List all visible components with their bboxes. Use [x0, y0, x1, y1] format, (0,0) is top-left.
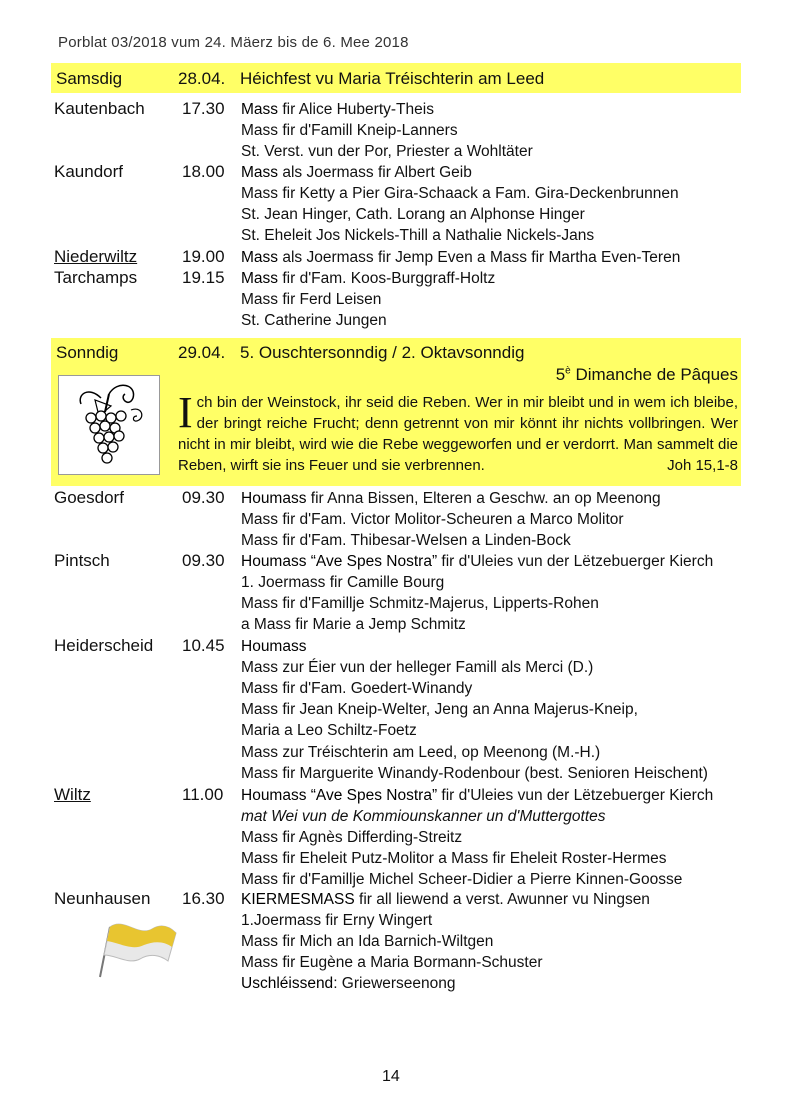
mass-intention-line — [241, 164, 472, 182]
intention-text: fir d'Uleies vun der Lëtzebuerger Kierch — [437, 553, 714, 570]
sunday-date: 29.04. — [178, 343, 226, 362]
mass-intention-line — [241, 532, 571, 550]
place-name: Kautenbach — [54, 99, 145, 118]
mass-type: Houmass “Ave Spes Nostra” — [241, 787, 438, 804]
grapes-illustration — [58, 375, 160, 475]
intention-text: 1. Joermass fir Camille Bourg — [241, 574, 445, 592]
mass-intention-line — [241, 101, 434, 119]
mass-type: KIERMESMASS — [241, 891, 355, 908]
intention-text: fir Alice Huberty-Theis — [278, 101, 434, 118]
mass-intention-line — [241, 511, 624, 529]
mass-type: Houmass — [241, 490, 307, 507]
sunday-subtitle: $5^è$ Dimanche de Pâques — [555, 365, 738, 384]
saturday-title: Héichfest vu Maria Tréischterin am Leed — [240, 69, 545, 88]
mass-intention-line — [241, 595, 599, 613]
mass-time: 10.45 — [182, 636, 225, 655]
intention-text: Mass fir Eheleit Putz-Molitor a Mass fir Eheleit Roster-Hermes — [241, 850, 667, 868]
gospel-quote — [178, 388, 738, 476]
mass-intention-line — [241, 143, 533, 161]
intention-text: Mass fir Mich an Ida Barnich-Wiltgen — [241, 933, 494, 951]
mass-intention-line — [241, 975, 456, 993]
intention-text: Mass fir d'Fam. Victor Molitor-Scheuren a Marco Molitor — [241, 511, 624, 529]
intention-text: Mass fir d'Famillje Schmitz-Majerus, Lipperts-Rohen — [241, 595, 599, 613]
mass-intention-line — [241, 680, 472, 698]
intention-text: a Mass fir Marie a Jemp Schmitz — [241, 616, 466, 634]
page-number: 14 — [382, 1068, 400, 1085]
intention-text: fir d'Fam. Koos-Burggraff-Holtz — [278, 270, 496, 287]
place-name: Heiderscheid — [54, 636, 154, 655]
intention-text: Mass fir d'Famillje Michel Scheer-Didier a Pierre Kinnen-Goosse — [241, 871, 683, 889]
mass-intention-line — [241, 490, 661, 508]
mass-type: Mass — [241, 249, 279, 266]
place-name: Neunhausen — [54, 889, 151, 908]
mass-intention-line — [241, 291, 381, 309]
mass-intention-line — [241, 227, 594, 245]
quote-reference: Joh 15,1-8 — [667, 457, 738, 474]
papal-flag-illustration — [94, 915, 186, 983]
mass-time: 09.30 — [182, 551, 225, 570]
page-header: Porblat 03/2018 vum 24. Mäerz bis de 6. Mee 2018 — [58, 34, 409, 51]
intention-text: Mass fir d'Famill Kneip-Lanners — [241, 122, 458, 140]
intention-text: Mass fir Jean Kneip-Welter, Jeng an Anna Majerus-Kneip, — [241, 701, 638, 719]
mass-intention-line — [241, 616, 466, 634]
mass-intention-line — [241, 954, 543, 972]
place-name: Tarchamps — [54, 268, 138, 287]
mass-intention-line — [241, 701, 638, 719]
intention-text: Mass fir d'Fam. Goedert-Winandy — [241, 680, 473, 698]
mass-intention-line — [241, 933, 493, 951]
intention-text: Mass fir Marguerite Winandy-Rodenbour (best. Senioren Heischent) — [241, 764, 708, 782]
intention-text: St. Eheleit Jos Nickels-Thill a Nathalie Nickels-Jans — [241, 227, 595, 245]
intention-text: fir Anna Bissen, Elteren a Geschw. an op Meenong — [306, 490, 661, 507]
mass-intention-line — [241, 638, 306, 656]
mass-time: 09.30 — [182, 488, 225, 507]
mass-intention-line — [241, 249, 680, 267]
mass-intention-line — [241, 722, 417, 740]
place-name: Kaundorf — [54, 162, 123, 181]
mass-type: Mass — [241, 101, 279, 118]
place-name: Wiltz — [54, 785, 91, 804]
quote-text: ch bin der Weinstock, ihr seid die Reben. Wer in mir bleibt und in wem ich bleibe, der bringt reiche Frucht; denn getrennt von mir könnt ihr nichts vollbringen. Wer nicht in mir bleibt, wird wie die Rebe weggeworfen und er verdorrt. Man sammelt die Reben, wirft sie ins Feuer und sie verbrennen. — [178, 394, 738, 474]
mass-time: 18.00 — [182, 162, 225, 181]
intention-text: Mass fir Agnès Differding-Streitz — [241, 829, 463, 847]
saturday-day-label: Samsdig — [56, 69, 123, 88]
mass-intention-line — [241, 206, 585, 224]
mass-intention-line — [241, 574, 444, 592]
intention-text: St. Jean Hinger, Cath. Lorang an Alphonse Hinger — [241, 206, 585, 224]
mass-time: 17.30 — [182, 99, 225, 118]
intention-text: Mass zur Éier vun der helleger Famill als Merci (D.) — [241, 659, 594, 677]
mass-intention-line — [241, 659, 593, 677]
mass-intention-line — [241, 185, 679, 203]
mass-time: 19.00 — [182, 247, 225, 266]
intention-text: Mass zur Tréischterin am Leed, op Meenong (M.-H.) — [241, 743, 601, 761]
mass-type: Mass — [241, 164, 279, 181]
mass-intention-line — [241, 553, 713, 571]
mass-intention-line — [241, 850, 667, 868]
mass-intention-line — [241, 122, 458, 140]
place-name: Goesdorf — [54, 488, 124, 507]
intention-text: mat Wei vun de Kommiounskanner un d'Muttergottes — [241, 808, 606, 826]
mass-intention-line — [241, 891, 650, 909]
mass-type: Houmass — [241, 638, 307, 655]
intention-text: Mass fir Ketty a Pier Gira-Schaack a Fam. Gira-Deckenbrunnen — [241, 185, 679, 203]
quote-drop-cap: I — [178, 388, 193, 437]
intention-text: Mass fir d'Fam. Thibesar-Welsen a Linden-Bock — [241, 532, 571, 550]
intention-text: Maria a Leo Schiltz-Foetz — [241, 722, 417, 740]
mass-type: Uschléissend — [241, 975, 334, 993]
saturday-date: 28.04. — [178, 69, 226, 88]
place-name: Pintsch — [54, 551, 110, 570]
mass-type: Houmass “Ave Spes Nostra” — [241, 553, 438, 570]
intention-text: 1.Joermass fir Erny Wingert — [241, 912, 433, 930]
mass-time: 16.30 — [182, 889, 225, 908]
mass-intention-line — [241, 808, 606, 826]
intention-text: St. Verst. vun der Por, Priester a Wohltäter — [241, 143, 533, 161]
mass-intention-line — [241, 270, 495, 288]
mass-intention-line — [241, 829, 462, 847]
mass-intention-line — [241, 871, 682, 889]
intention-text: als Joermass fir Albert Geib — [278, 164, 472, 181]
mass-intention-line — [241, 787, 713, 805]
sunday-title: 5. Ouschtersonndig / 2. Oktavsonndig — [240, 343, 525, 362]
intention-text: Mass fir Ferd Leisen — [241, 291, 382, 309]
intention-text: Mass fir Eugène a Maria Bormann-Schuster — [241, 954, 543, 972]
mass-time: 19.15 — [182, 268, 225, 287]
mass-intention-line — [241, 912, 432, 930]
intention-text: St. Catherine Jungen — [241, 312, 387, 330]
mass-intention-line — [241, 744, 600, 762]
intention-text: als Joermass fir Jemp Even a Mass fir Martha Even-Teren — [278, 249, 681, 266]
mass-intention-line — [241, 312, 387, 330]
mass-type: Mass — [241, 270, 279, 287]
intention-text: fir all liewend a verst. Awunner vu Ningsen — [354, 891, 650, 908]
mass-intention-line — [241, 765, 708, 783]
intention-text: fir d'Uleies vun der Lëtzebuerger Kierch — [437, 787, 714, 804]
sunday-day-label: Sonndig — [56, 343, 119, 362]
mass-time: 11.00 — [182, 785, 224, 804]
place-name: Niederwiltz — [54, 247, 138, 266]
intention-text: : Griewerseenong — [333, 975, 456, 993]
